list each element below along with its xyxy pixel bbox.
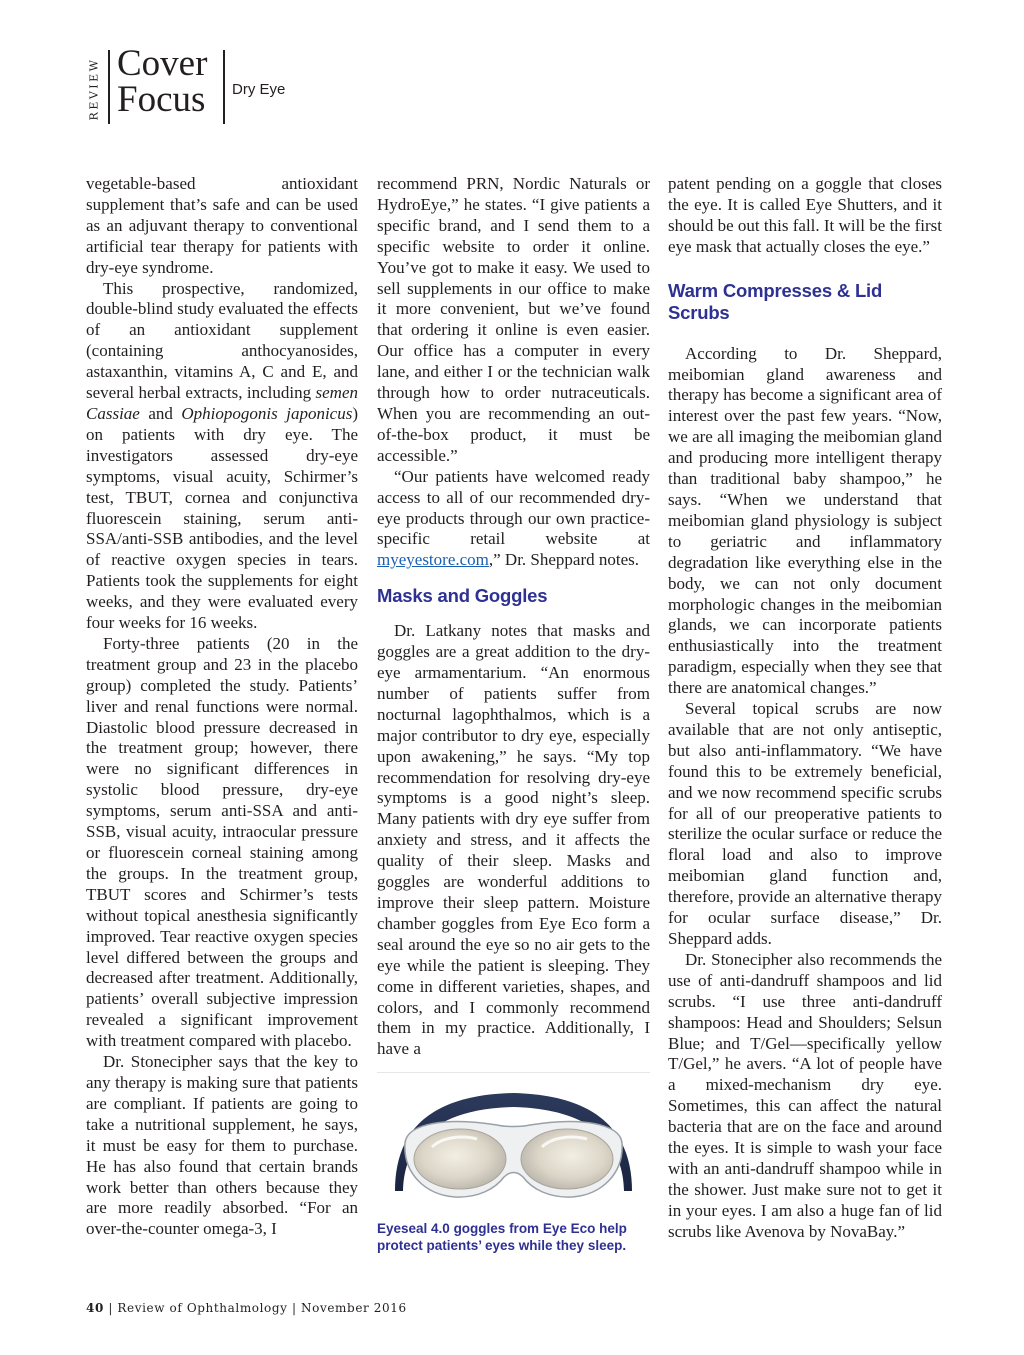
issue-date: November 2016: [301, 1301, 407, 1315]
header-divider-right: [223, 50, 225, 124]
section-label-text: REVIEW: [87, 57, 101, 121]
page-number: 40: [86, 1301, 104, 1315]
article-column-3: [668, 174, 942, 1243]
paragraph: Forty-three patients (20 in the treatment group and 23 in the placebo group) completed the study. Patients’ liver and renal functions were normal. Diastolic blood pressure decreased in the treatment group; however, there were no significant differences in systolic blood pressure, dry-eye symptoms, serum anti-SSA and anti-SSB, visual acuity, intraocular pressure or fluorescein corneal staining among the groups. In the treatment group, TBUT scores and Schirmer’s tests without topical anesthesia significantly improved. Tear reactive oxygen species level differed between the groups and decreased after treatment. Additionally, patients’ overall subjective impression revealed a significant improvement with treatment compared with placebo.: [86, 633, 358, 1051]
section-heading: Warm Compresses & Lid Scrubs: [668, 279, 883, 323]
paragraph: vegetable-based antioxidant supplement that’s safe and can be used as an adjuvant therapy to conventional artificial tear therapy for patients with dry-eye syndrome.: [86, 174, 358, 277]
paragraph: Dr. Latkany notes that masks and goggles are a great addition to the dry-eye armamentarium. “An enormous number of patients suffer from nocturnal lagophthalmos, which is a major contributor to dry eye, especially upon awakening,” he says. “My top recommendation for resolving dry-eye symptoms is a good night’s sleep. Many patients with dry eye suffer from anxiety and stress, and it affects the quality of their sleep. Masks and goggles are wonderful additions to improve their sleep pattern. Moisture chamber goggles from Eye Eco form a seal around the eye so no air gets to the eye while the patient is sleeping. They come in different varieties, shapes, and colors, and I commonly recommend them in my practice. Additionally, I have a: [377, 621, 650, 1059]
paragraph: recommend PRN, Nordic Naturals or HydroEye,” he states. “I give patients a specific brand, and I send them to a specific website to order it online. You’ve got to make it easy. We used to sell supplements in our office to make it more convenient, but we’ve found that ordering it online is even easier. Our office has a computer in every lane, and either I or the technician walk through how to order nutraceuticals. When you are recommending an out-of-the-box product, it must be accessible.”: [377, 174, 650, 465]
section-label-vertical: [84, 52, 104, 126]
footer-separator: |: [108, 1301, 113, 1315]
section-heading: Masks and Goggles: [377, 585, 548, 607]
goggles-photo: [377, 1072, 650, 1213]
paragraph: Dr. Stonecipher says that the key to any therapy is making sure that patients are compliant. If patients are going to take a nutritional supplement, he says, it must be easy for them to purchase. He has also found that certain brands work better than others because they are more readily absorbed. “For an over-the-counter omega-3, I: [86, 1052, 358, 1239]
paragraph: This prospective, randomized, double-blind study evaluated the effects of an antioxidant supplement (containing anthocyanosides, astaxanthin, vitamins A, C and E, and several herbal extracts, including semen Cassiae and Ophiopogonis japonicus) on patients with dry eye. The investigators assessed dry-eye symptoms, visual acuity, Schirmer’s test, TBUT, cornea and conjunctiva fluorescein staining, serum anti-SSA/anti-SSB antibodies, and the level of reactive oxygen species in tears. Patients took the supplements for eight weeks, and they were evaluated every four weeks for 16 weeks.: [86, 278, 359, 633]
goggles-icon: [377, 1073, 650, 1213]
paragraph: “Our patients have welcomed ready access to all of our recommended dry-eye products through our own practice-specific retail website at myeyestore.com,” Dr. Sheppard notes.: [377, 466, 650, 570]
italic-term: semen Cassiae: [86, 383, 358, 423]
paragraph: Dr. Stonecipher also recommends the use of anti-dandruff shampoos and lid scrubs. “I use three anti-dandruff shampoos: Head and Shoulders; Selsun Blue; and T/Gel—specifically yellow T/Gel,” he avers. “A lot of people have a mixed-mechanism dry eye. Sometimes, this can affect the natural bacteria that are on the face and around the eyes. It is simple to wash your face with an anti-dandruff shampoo while in the shower. Just make sure not to get it in your eyes. I am also a huge fan of lid scrubs like Avenova by NovaBay.”: [668, 949, 942, 1241]
article-column-1: [86, 174, 358, 1240]
topic-label: Dry Eye: [232, 81, 286, 98]
page-footer: [86, 1301, 407, 1315]
paragraph: Several topical scrubs are now available that are not only antiseptic, but also anti-inflammatory. “We have found this to be extremely beneficial, and we now recommend specific scrubs for all of our preoperative patients to sterilize the ocular surface or reduce the floral load and also to improve meibomian gland function and, therefore, provide an alternative therapy for ocular surface disease,” Dr. Sheppard adds.: [668, 699, 942, 948]
paragraph: patent pending on a goggle that closes the eye. It is called Eye Shutters, and it should be out this fall. It will be the first eye mask that actually closes the eye.”: [668, 174, 942, 256]
cover-focus-title: [117, 43, 208, 120]
paragraph: According to Dr. Sheppard, meibomian gland awareness and therapy has become a significant area of interest over the past few years. “Now, we are all imaging the meibomian gland and producing more intelligent therapy than traditional baby shampoo,” he says. “When we understand that meibomian gland physiology is subject to geriatric and inflammatory degradation like everything else in the body, we can not only document morphologic changes in the meibomian glands, we can incorporate patients enthusiastically into the treatment paradigm, especially when they see that there are anatomical changes.”: [668, 343, 942, 698]
italic-term: Ophiopogonis japonicus: [181, 403, 353, 423]
header-divider-left: [108, 50, 110, 124]
title-line-1: Cover: [117, 43, 208, 84]
store-link[interactable]: myeyestore.com: [377, 550, 489, 570]
figure-caption: Eyeseal 4.0 goggles from Eye Eco help protect patients’ eyes while they sleep.: [377, 1221, 627, 1253]
article-column-2: [377, 174, 650, 1060]
publication-name: Review of Ophthalmology: [117, 1301, 288, 1315]
title-line-2: Focus: [117, 79, 206, 120]
footer-separator: |: [291, 1301, 297, 1315]
